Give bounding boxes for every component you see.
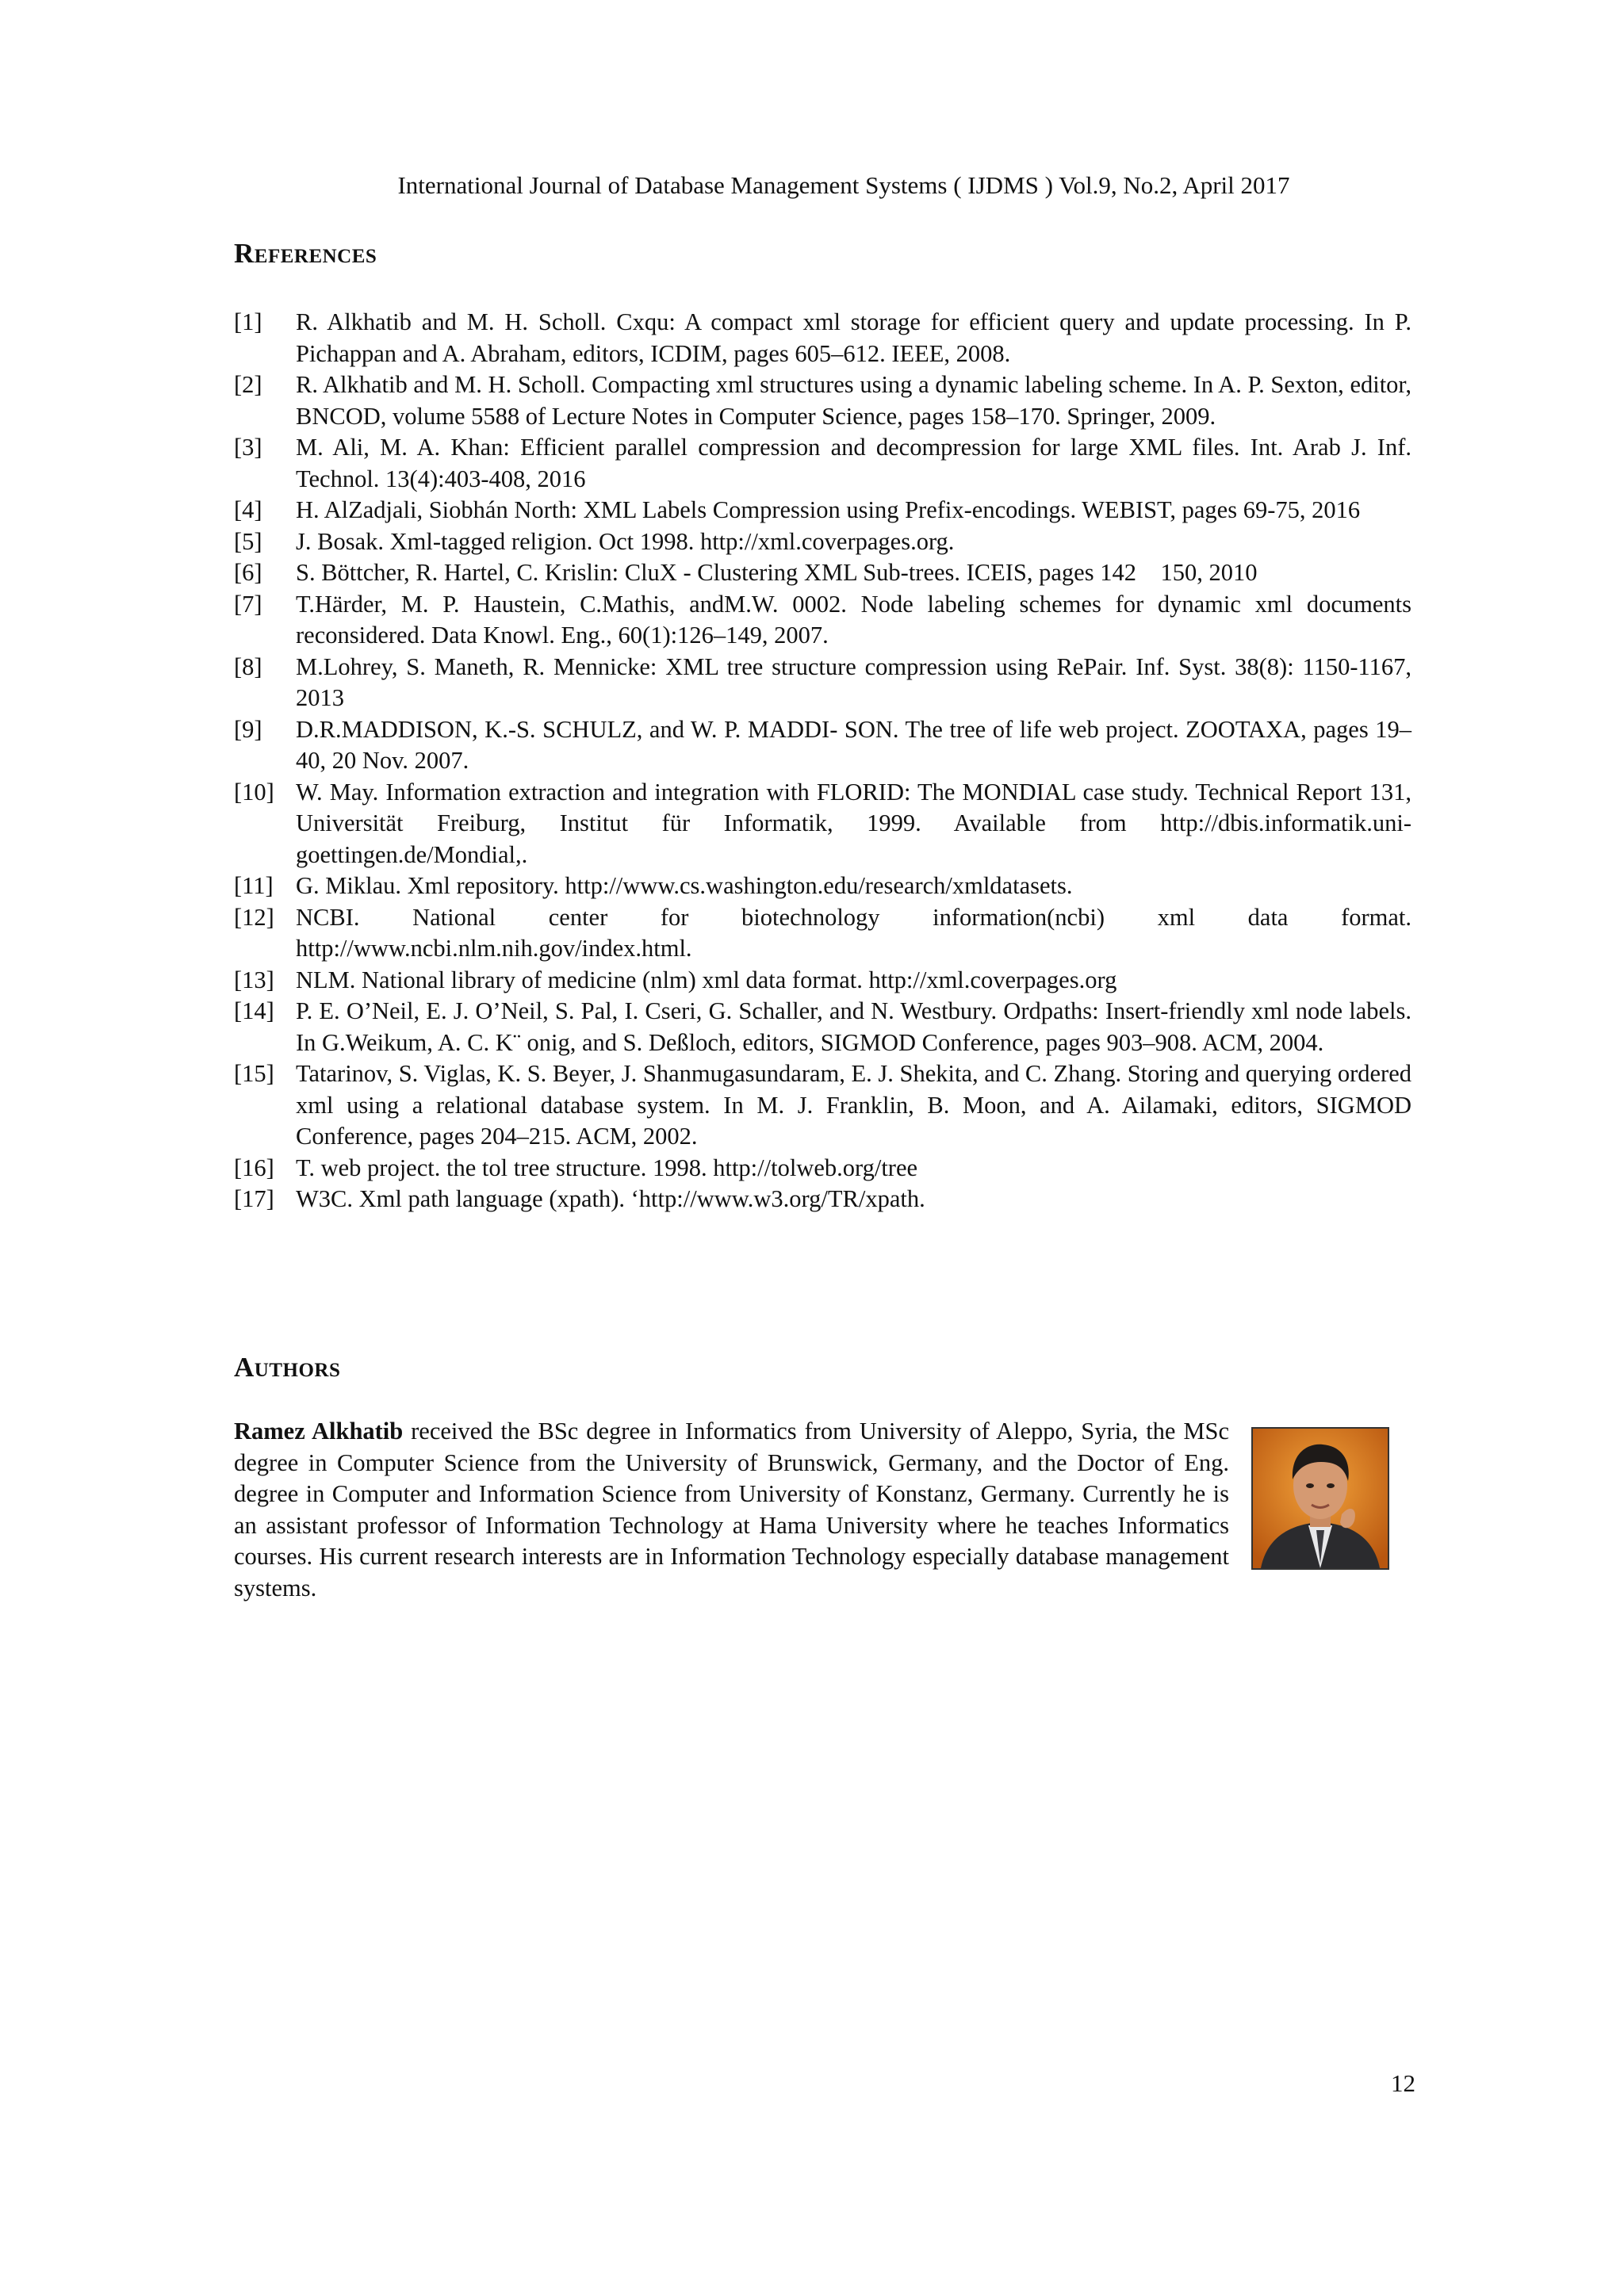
reference-number: [11] — [234, 872, 274, 899]
reference-item — [234, 965, 1411, 997]
reference-number: [8] — [234, 652, 262, 680]
reference-text: J. Bosak. Xml-tagged religion. Oct 1998. http://xml.coverpages.org. — [296, 527, 955, 555]
reference-number: [6] — [234, 559, 262, 586]
reference-number: [5] — [234, 527, 262, 555]
reference-list — [234, 307, 1411, 1215]
reference-text: M. Ali, M. A. Khan: Efficient parallel compression and decompression for large XML files. Int. Arab J. Inf. Technol. 13(4):403-408, 2016 — [296, 434, 1411, 492]
references-heading: References — [234, 238, 377, 269]
author-bio — [234, 1416, 1229, 1604]
reference-number: [14] — [234, 997, 274, 1024]
author-photo — [1251, 1427, 1389, 1570]
reference-text: R. Alkhatib and M. H. Scholl. Compacting xml structures using a dynamic labeling scheme. In A. P. Sexton, editor, BNCOD, volume 5588 of Lecture Notes in Computer Science, pages 158–170. Springer, 2009. — [296, 371, 1411, 430]
reference-number: [10] — [234, 778, 274, 806]
reference-item — [234, 557, 1411, 589]
reference-item — [234, 652, 1411, 714]
reference-text: T. web project. the tol tree structure. 1998. http://tolweb.org/tree — [296, 1154, 918, 1181]
running-header: International Journal of Database Management Systems ( IJDMS ) Vol.9, No.2, April 2017 — [397, 171, 1290, 199]
reference-item — [234, 1184, 1411, 1215]
reference-item — [234, 432, 1411, 495]
reference-number: [2] — [234, 371, 262, 398]
reference-item — [234, 871, 1411, 902]
reference-item — [234, 495, 1411, 526]
reference-number: [13] — [234, 966, 274, 993]
reference-text: NCBI. National center for biotechnology information(ncbi) xml data format. http://www.ncbi.nlm.nih.gov/index.html. — [296, 903, 1411, 962]
reference-text: G. Miklau. Xml repository. http://www.cs.washington.edu/research/xmldatasets. — [296, 872, 1073, 899]
reference-text: NLM. National library of medicine (nlm) xml data format. http://xml.coverpages.org — [296, 966, 1117, 993]
reference-item — [234, 1153, 1411, 1184]
reference-item — [234, 902, 1411, 965]
reference-number: [4] — [234, 496, 262, 523]
author-name: Ramez Alkhatib — [234, 1418, 404, 1445]
reference-text: S. Böttcher, R. Hartel, C. Krislin: CluX - Clustering XML Sub-trees. ICEIS, pages 142 150, 2010 — [296, 559, 1258, 586]
reference-text: T.Härder, M. P. Haustein, C.Mathis, andM.W. 0002. Node labeling schemes for dynamic xml documents reconsidered. Data Knowl. Eng., 60(1):126–149, 2007. — [296, 590, 1411, 649]
reference-item — [234, 589, 1411, 652]
reference-number: [1] — [234, 308, 262, 335]
reference-number: [12] — [234, 903, 274, 931]
reference-text: R. Alkhatib and M. H. Scholl. Cxqu: A compact xml storage for efficient query and update processing. In P. Pichappan and A. Abraham, editors, ICDIM, pages 605–612. IEEE, 2008. — [296, 308, 1411, 367]
reference-text: P. E. O’Neil, E. J. O’Neil, S. Pal, I. Cseri, G. Schaller, and N. Westbury. Ordpaths: Insert-friendly xml node labels. In G.Weikum, A. C. K¨ onig, and S. Deßloch, editors, SIGMOD Conference, pages 903–908. ACM, 2004. — [296, 997, 1411, 1056]
reference-text: H. AlZadjali, Siobhán North: XML Labels Compression using Prefix-encodings. WEBIST, pages 69-75, 2016 — [296, 496, 1361, 523]
reference-item — [234, 714, 1411, 777]
reference-number: [3] — [234, 434, 262, 461]
page-number: 12 — [1391, 2069, 1415, 2097]
reference-number: [15] — [234, 1060, 274, 1087]
reference-number: [16] — [234, 1154, 274, 1181]
authors-heading: Authors — [234, 1352, 341, 1383]
reference-item — [234, 526, 1411, 558]
author-bio-text: received the BSc degree in Informatics from University of Aleppo, Syria, the MSc degree in Computer Science from the University of Brunswick, Germany, and the Doctor of Eng. degree in Computer and Information Science from University of Konstanz, Germany. Currently he is an assistant professor of Information Technology at Hama University where he teaches Informatics courses. His current research interests are in Information Technology especially database management systems. — [234, 1418, 1229, 1601]
reference-number: [7] — [234, 590, 262, 618]
reference-item — [234, 369, 1411, 432]
reference-text: W. May. Information extraction and integration with FLORID: The MONDIAL case study. Technical Report 131, Universität Freiburg, Institut für Informatik, 1999. Available from http://dbis.informatik.uni-goettingen.de/Mondial,. — [296, 778, 1411, 868]
reference-text: Tatarinov, S. Viglas, K. S. Beyer, J. Shanmugasundaram, E. J. Shekita, and C. Zhang. Storing and querying ordered xml using a relational database system. In M. J. Franklin, B. Moon, and A. Ailamaki, editors, SIGMOD Conference, pages 204–215. ACM, 2002. — [296, 1060, 1411, 1150]
author-portrait-image — [1253, 1429, 1388, 1568]
reference-item — [234, 307, 1411, 369]
reference-text: D.R.MADDISON, K.-S. SCHULZ, and W. P. MADDI- SON. The tree of life web project. ZOOTAXA, pages 19–40, 20 Nov. 2007. — [296, 715, 1411, 774]
reference-text: M.Lohrey, S. Maneth, R. Mennicke: XML tree structure compression using RePair. Inf. Syst. 38(8): 1150-1167, 2013 — [296, 652, 1411, 711]
reference-item — [234, 1058, 1411, 1153]
reference-text: W3C. Xml path language (xpath). ‘http://www.w3.org/TR/xpath. — [296, 1185, 925, 1212]
reference-number: [9] — [234, 715, 262, 743]
reference-item — [234, 996, 1411, 1058]
reference-number: [17] — [234, 1185, 274, 1212]
reference-item — [234, 777, 1411, 871]
